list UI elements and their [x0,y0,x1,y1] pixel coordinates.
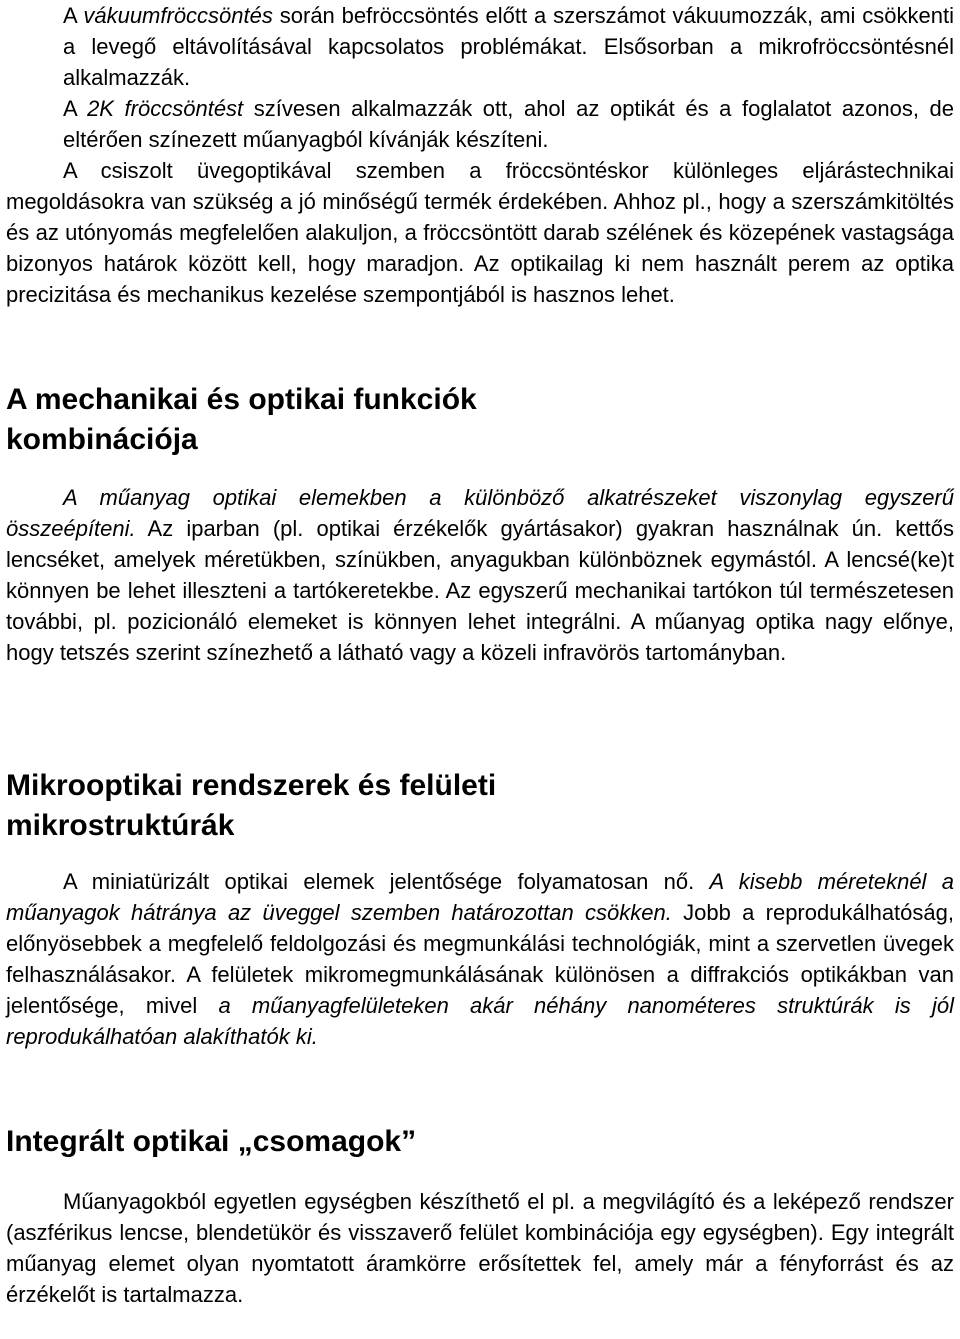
text-run: szívesen alkalmazzák ott, ahol az optikát és a foglalatot azonos, de eltérően színezett műanyagból kívánják készíteni. [63,96,954,152]
italic-term: vákuumfröccsöntés [83,3,273,28]
paragraph-vacuum-injection [63,0,954,93]
paragraph-glass-comparison: A csiszolt üvegoptikával szemben a fröccsöntéskor különleges eljárástechnikai megoldásokra van szükség a jó minőségű termék érdekében. Ahhoz pl., hogy a szerszámkitöltés és az utónyomás megfelelően alakuljon, a fröccsöntött darab szélének és közepének vastagsága bizonyos határok között kell, hogy maradjon. Az optikailag ki nem használt perem az optika precizitása és mechanikus kezelése szempontjából is hasznos lehet. [6,158,954,307]
text-run: A [63,96,88,121]
section-heading-integrated-packages: Integrált optikai „csomagok” [6,1125,417,1158]
section-heading-micro-optics [6,766,496,846]
italic-sentence: A kisebb méreteknél a műanyagok hátránya az üveggel szemben határozottan csökken. [6,869,954,925]
italic-sentence: a műanyagfelületeken akár néhány nanométeres struktúrák is jól reprodukálhatóan alakíthatók ki. [6,993,954,1049]
italic-sentence: A műanyag optikai elemekben a különböző alkatrészeket viszonylag egyszerű összeépíteni. [6,485,954,541]
paragraph-integrated-packages: Műanyagokból egyetlen egységben készíthető el pl. a megvilágító és a leképező rendszer (aszférikus lencse, blendetükör és visszaverő felület kombinációja egy egységben). Egy integrált műanyag elemet olyan nyomtatott áramkörre erősítettek fel, amely már a fényforrást és az érzékelőt is tartalmazza. [6,1189,954,1307]
text-run: során befröccsöntés előtt a szerszámot vákuumozzák, ami csökkenti a levegő eltávolításával kapcsolatos problémákat. Elsősorban a mikrofröccsöntésnél alkalmazzák. [63,3,954,90]
section-heading-mechanical-optical [6,380,477,460]
paragraph-2k-injection [63,93,954,155]
paragraph-micro-optics [6,866,954,1052]
italic-term: 2K fröccsöntést [87,96,244,121]
text-run: Jobb a reprodukálhatóság, előnyösebbek a megfelelő feldolgozási és megmunkálási technológiák, mint a szervetlen üvegek felhasználásakor. A felületek mikromegmunkálásának különösen a diffrakciós optikákban van jelentősége, mivel [6,900,954,1018]
text-run: A miniatürizált optikai elemek jelentősége folyamatosan nő. [63,869,710,894]
paragraph-mechanical-optical [6,482,954,668]
heading-line: A mechanikai és optikai funkciók [6,383,477,416]
heading-line: mikrostruktúrák [6,809,235,842]
heading-line: kombinációja [6,423,198,456]
text-run: Az iparban (pl. optikai érzékelők gyártásakor) gyakran használnak ún. kettős lencséket, amelyek méretükben, színükben, anyagukban különböznek egymástól. A lencsé(ke)t könnyen be lehet illeszteni a tartókeretekbe. Az egyszerű mechanikai tartókon túl természetesen további, pl. pozicionáló elemeket is könnyen lehet integrálni. A műanyag optika nagy előnye, hogy tetszés szerint színezhető a látható vagy a közeli infravörös tartományban. [6,516,954,665]
heading-line: Mikrooptikai rendszerek és felületi [6,769,497,802]
text-run: A [63,3,84,28]
